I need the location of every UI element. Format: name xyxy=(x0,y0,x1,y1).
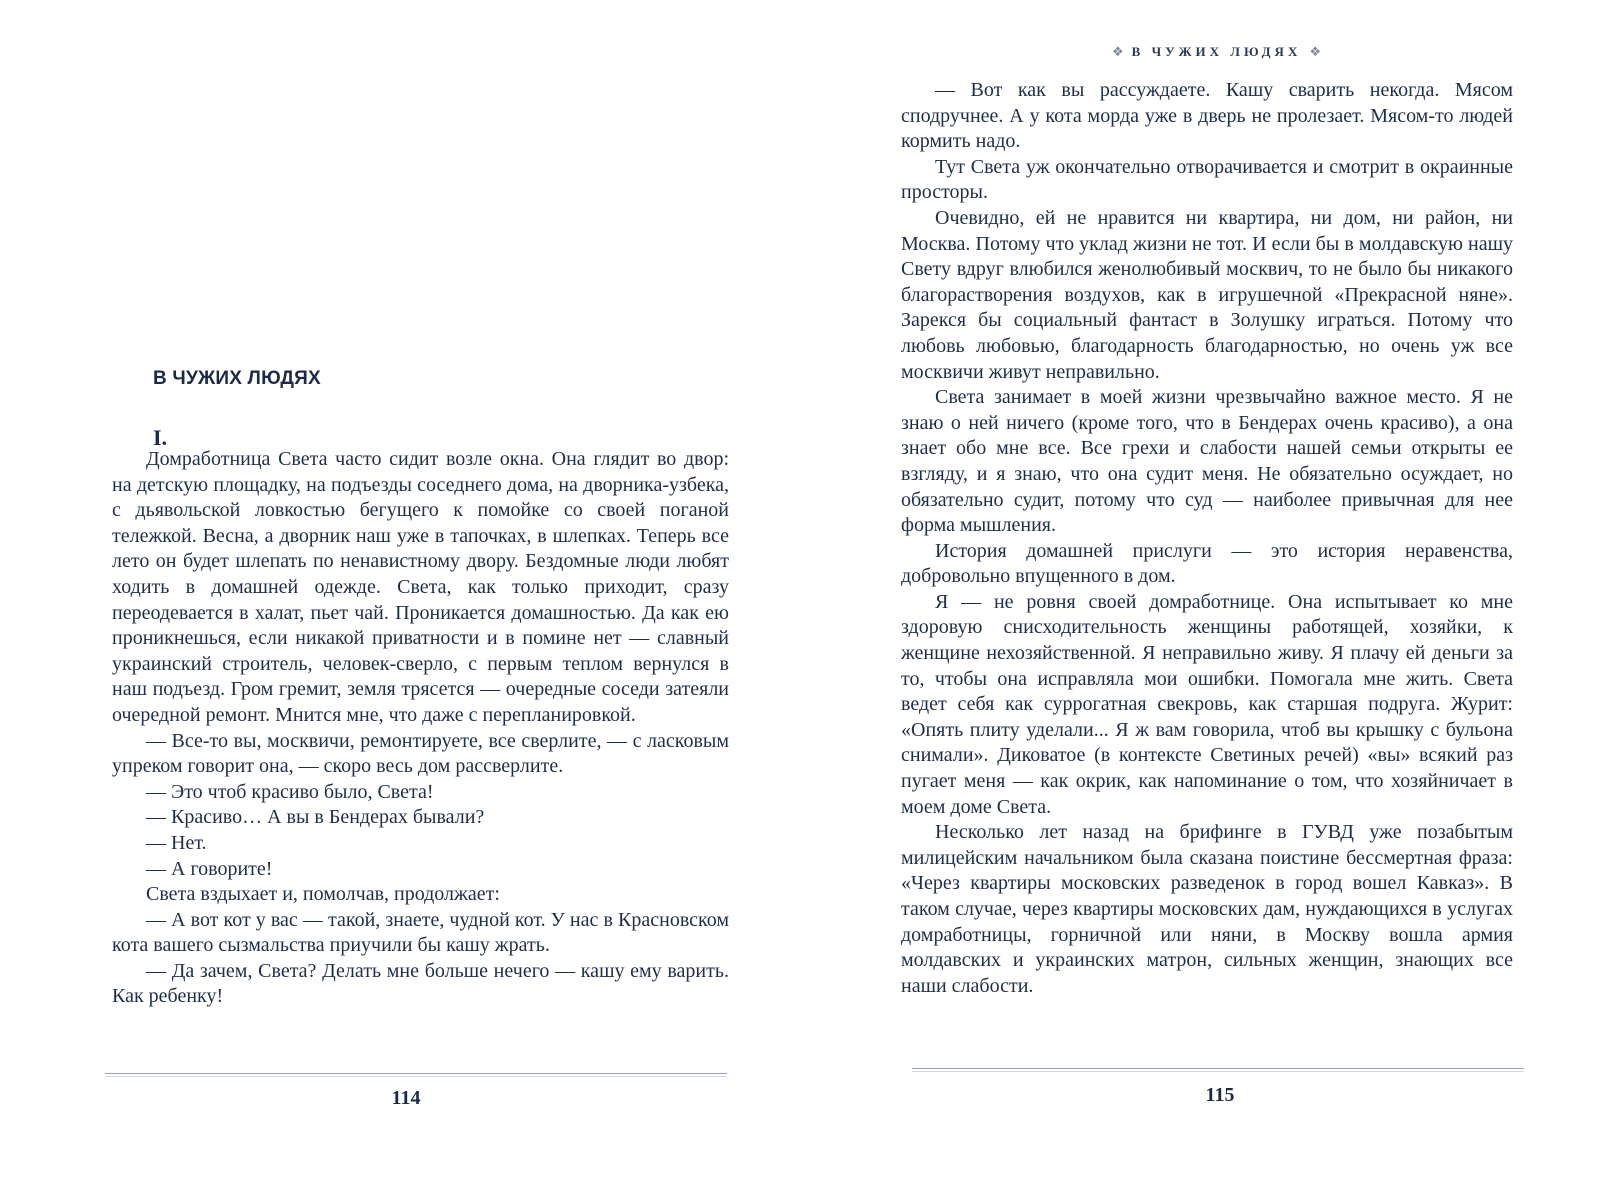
paragraph: Я — не ровня своей домработнице. Она испытывает ко мне здоровую снисходительность женщины работящей, хозяйки, к женщине нехозяйственной. Я неправильно живу. Я плачу ей деньги за то, чтобы она исправляла мои ошибки. Помогала мне жить. Света ведет себя как суррогатная свекровь, как старшая подруга. Журит: «Опять плиту уделали... Я ж вам говорила, чтоб вы крышку с бульона снимали». Диковатое (в контексте Светиных речей) «вы» всякий раз пугает меня — как окрик, как напоминание о том, что хозяйничает в моем доме Света. xyxy=(901,590,1513,818)
paragraph: История домашней прислуги — это история неравенства, добровольно впущенного в дом. xyxy=(901,539,1513,588)
footer-rule xyxy=(105,1073,727,1074)
right-page xyxy=(811,0,1622,1201)
right-body-text xyxy=(901,78,1513,999)
ornament-left-icon: ❖ xyxy=(1112,44,1124,59)
running-head-title: В ЧУЖИХ ЛЮДЯХ xyxy=(1131,44,1302,59)
page-number: 115 xyxy=(1205,1084,1235,1106)
footer-rule xyxy=(912,1068,1524,1069)
paragraph: Света занимает в моей жизни чрезвычайно важное место. Я не знаю о ней ничего (кроме того, что в Бендерах очень красиво), а она знает обо мне все. Все грехи и слабости нашей семьи открыты ее взгляду, и я знаю, что она судит меня. Не обязательно осуждает, но обязательно судит, потому что суд — наиболее привычная для нее форма мышления. xyxy=(901,386,1513,537)
paragraph: Очевидно, ей не нравится ни квартира, ни дом, ни район, ни Москва. Потому что уклад жизни не тот. И если бы в молдавскую нашу Свету вдруг влюбился женолюбивый москвич, то не было бы никакого благорастворения воздухов, как в игрушечной «Прекрасной няне». Зарекся бы социальный фантаст в Золушку играться. Потому что любовь любовью, благодарность благодарностью, но очень уж все москвичи живут неправильно. xyxy=(901,206,1513,383)
ornament-right-icon: ❖ xyxy=(1309,44,1321,59)
page-number: 114 xyxy=(391,1087,421,1109)
paragraph: — Вот как вы рассуждаете. Кашу сварить некогда. Мясом сподручнее. А у кота морда уже в дверь не пролезает. Мясом-то людей кормить надо. xyxy=(901,79,1513,153)
paragraph: Тут Света уж окончательно отворачивается и смотрит в окраинные просторы. xyxy=(901,155,1513,204)
paragraph: — Это чтоб красиво было, Света! xyxy=(146,780,434,803)
paragraph: — А говорите! xyxy=(146,857,273,880)
chapter-title: В ЧУЖИХ ЛЮДЯХ xyxy=(153,368,321,389)
paragraph: — Все-то вы, москвичи, ремонтируете, все сверлите, — с ласковым упреком говорит она, — скоро весь дом рассверлите. xyxy=(112,729,729,778)
paragraph: Домработница Света часто сидит возле окна. Она глядит во двор: на детскую площадку, на подъезды соседнего дома, на дворника-узбека, с дьявольской ловкостью бегущего к помойке со своей поганой тележкой. Весна, а дворник наш уже в тапочках, в шлепках. Теперь все лето он будет шлепать по ненавистному двору. Бездомные люди любят ходить в домашней одежде. Света, как только приходит, сразу переодевается в халат, пьет чай. Проникается домашностью. Да как ею проникнешься, если никакой приватности и в помине нет — славный украинский строитель, человек-сверло, с первым теплом вернулся в наш подъезд. Гром гремит, земля трясется — очередные соседи затеяли очередной ремонт. Мнится мне, что даже с перепланировкой. xyxy=(112,448,729,726)
left-body-text xyxy=(112,447,729,1010)
paragraph: — Красиво… А вы в Бендерах бывали? xyxy=(146,806,485,829)
section-number: I. xyxy=(153,425,168,450)
paragraph: — А вот кот у вас — такой, знаете, чудной кот. У нас в Красновском кота вашего сызмальства приучили бы кашу жрать. xyxy=(112,908,729,957)
running-head xyxy=(811,44,1622,60)
paragraph: — Да зачем, Света? Делать мне больше нечего — кашу ему варить. Как ребенку! xyxy=(112,959,729,1008)
paragraph: Света вздыхает и, помолчав, продолжает: xyxy=(146,883,500,906)
paragraph: Несколько лет назад на брифинге в ГУВД уже позабытым милицейским начальником была сказана поистине бессмертная фраза: «Через квартиры московских разведенок в город вошел Кавказ». В таком случае, через квартиры московских дам, нуждающихся в услугах домработницы, горничной или няни, в Москву вошла армия молдавских и украинских матрон, сильных женщин, знающих все наши слабости. xyxy=(901,821,1513,997)
paragraph: — Нет. xyxy=(146,831,207,854)
